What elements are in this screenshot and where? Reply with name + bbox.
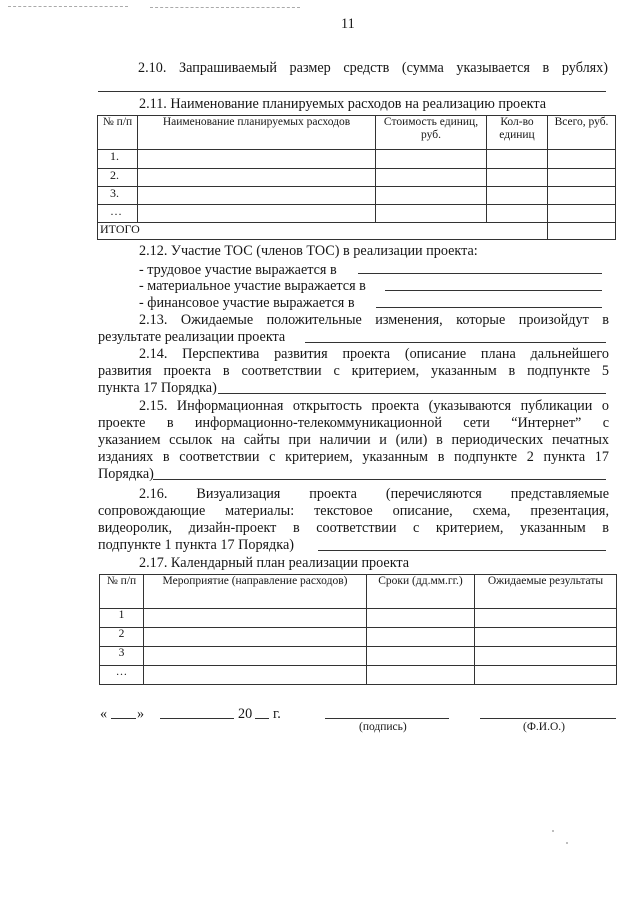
section-2-15-line4: изданиях в соответствии с критерием, указанным в подпункте 2 пункта 17 — [98, 449, 609, 465]
table-row — [100, 666, 617, 685]
cell-input[interactable] — [144, 666, 367, 685]
date-year-suffix: г. — [273, 706, 281, 722]
financial-participation-label: - финансовое участие выражается в — [139, 295, 355, 311]
section-2-10-text: 2.10. Запрашиваемый размер средств (сумма указывается в рублях) — [138, 60, 608, 76]
cell-input[interactable] — [376, 205, 487, 223]
expenses-table — [97, 115, 616, 240]
cell-input[interactable] — [376, 187, 487, 205]
cell-input[interactable] — [144, 647, 367, 666]
financial-participation-line[interactable] — [376, 307, 602, 308]
cell-input[interactable] — [138, 169, 376, 187]
section-2-16-fill-line[interactable] — [318, 550, 606, 551]
header-total: Всего, руб. — [548, 116, 616, 150]
section-2-17-title: 2.17. Календарный план реализации проекта — [139, 555, 410, 571]
cell-input[interactable] — [548, 187, 616, 205]
section-2-14-fill-line[interactable] — [218, 393, 606, 394]
scan-artifact — [552, 830, 554, 832]
header-number: № п/п — [98, 116, 138, 150]
section-2-14-line1: 2.14. Перспектива развития проекта (описание плана дальнейшего — [139, 346, 609, 362]
cell-input[interactable] — [138, 150, 376, 169]
row-number: … — [100, 666, 144, 685]
cell-input[interactable] — [487, 187, 548, 205]
total-input[interactable] — [548, 223, 616, 240]
section-2-10-fill-line[interactable] — [98, 91, 606, 92]
full-name-line[interactable] — [480, 718, 616, 719]
cell-input[interactable] — [548, 150, 616, 169]
header-unit-cost: Стоимость единиц, руб. — [376, 116, 487, 150]
date-year-line[interactable] — [255, 718, 269, 719]
cell-input[interactable] — [475, 666, 617, 685]
table-row — [100, 628, 617, 647]
section-2-15-line1: 2.15. Информационная открытость проекта (указываются публикации о — [139, 398, 609, 414]
cell-input[interactable] — [548, 205, 616, 223]
section-2-15-line5: Порядка) — [98, 466, 154, 482]
calendar-table-header — [100, 575, 617, 609]
material-participation-label: - материальное участие выражается в — [139, 278, 366, 294]
scan-artifact — [566, 842, 568, 844]
section-2-13-fill-line[interactable] — [305, 342, 606, 343]
table-row — [98, 169, 616, 187]
row-number: 1. — [98, 150, 138, 169]
header-dates: Сроки (дд.мм.гг.) — [367, 575, 475, 609]
row-number: 3. — [98, 187, 138, 205]
table-row — [98, 150, 616, 169]
section-2-13-line2: результате реализации проекта — [98, 329, 286, 345]
section-2-14-line3: пункта 17 Порядка) — [98, 380, 217, 396]
page-number: 11 — [341, 16, 355, 32]
section-2-11-title: 2.11. Наименование планируемых расходов на реализацию проекта — [139, 96, 546, 112]
section-2-15-fill-line[interactable] — [153, 479, 606, 480]
table-row — [100, 609, 617, 628]
calendar-plan-table — [99, 574, 617, 685]
section-2-13-line1: 2.13. Ожидаемые положительные изменения, которые произойдут в — [139, 312, 609, 328]
cell-input[interactable] — [376, 150, 487, 169]
header-expected-results: Ожидаемые результаты — [475, 575, 617, 609]
material-participation-line[interactable] — [385, 290, 602, 291]
row-number: 2 — [100, 628, 144, 647]
row-number: 1 — [100, 609, 144, 628]
section-2-16-line2: сопровождающие материалы: текстовое описание, схема, презентация, — [98, 503, 609, 519]
cell-input[interactable] — [487, 205, 548, 223]
date-open-quote: « — [100, 706, 108, 722]
cell-input[interactable] — [144, 628, 367, 647]
table-row — [98, 205, 616, 223]
cell-input[interactable] — [367, 628, 475, 647]
signature-caption: (подпись) — [359, 721, 407, 733]
header-expense-name: Наименование планируемых расходов — [138, 116, 376, 150]
date-day-line[interactable] — [111, 718, 136, 719]
section-2-16-line4: подпункте 1 пункта 17 Порядка) — [98, 537, 294, 553]
cell-input[interactable] — [487, 150, 548, 169]
total-label: ИТОГО — [98, 223, 548, 240]
row-number: … — [98, 205, 138, 223]
cell-input[interactable] — [138, 205, 376, 223]
labor-participation-label: - трудовое участие выражается в — [139, 262, 337, 278]
cell-input[interactable] — [367, 666, 475, 685]
section-2-12-title: 2.12. Участие ТОС (членов ТОС) в реализации проекта: — [139, 243, 478, 259]
cell-input[interactable] — [475, 628, 617, 647]
header-number: № п/п — [100, 575, 144, 609]
signature-line[interactable] — [325, 718, 449, 719]
table-row — [98, 187, 616, 205]
section-2-15-line2: проекте в информационно-телекоммуникационной сети “Интернет” с — [98, 415, 609, 431]
cell-input[interactable] — [475, 647, 617, 666]
section-2-16-line3: видеоролик, дизайн-проект в соответствии с критерием, указанным в — [98, 520, 609, 536]
expenses-table-header — [98, 116, 616, 150]
header-quantity: Кол-во единиц — [487, 116, 548, 150]
cell-input[interactable] — [548, 169, 616, 187]
cell-input[interactable] — [376, 169, 487, 187]
row-number: 3 — [100, 647, 144, 666]
scan-artifact — [150, 7, 300, 8]
cell-input[interactable] — [138, 187, 376, 205]
full-name-caption: (Ф.И.О.) — [523, 721, 565, 733]
cell-input[interactable] — [367, 647, 475, 666]
cell-input[interactable] — [367, 609, 475, 628]
total-row — [98, 223, 616, 240]
row-number: 2. — [98, 169, 138, 187]
labor-participation-line[interactable] — [358, 273, 602, 274]
scan-artifact — [8, 6, 128, 7]
date-close-quote: » — [137, 706, 145, 722]
cell-input[interactable] — [487, 169, 548, 187]
header-activity: Мероприятие (направление расходов) — [144, 575, 367, 609]
section-2-15-line3: указанием ссылок на сайты при наличии и (или) в периодических печатных — [98, 432, 609, 448]
section-2-16-line1: 2.16. Визуализация проекта (перечисляются представляемые — [139, 486, 609, 502]
table-row — [100, 647, 617, 666]
date-month-line[interactable] — [160, 718, 234, 719]
section-2-14-line2: развития проекта в соответствии с критерием, указанным в подпункте 5 — [98, 363, 609, 379]
cell-input[interactable] — [475, 609, 617, 628]
date-year-prefix: 20 — [238, 706, 253, 722]
cell-input[interactable] — [144, 609, 367, 628]
